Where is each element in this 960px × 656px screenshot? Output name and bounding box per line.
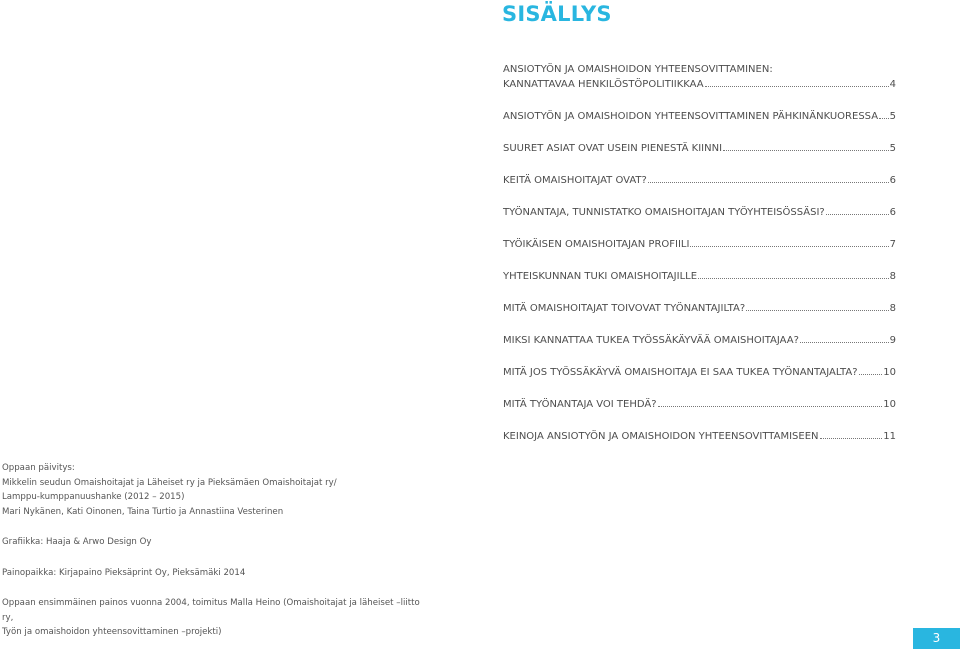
toc-entry-page: 11 [883,431,896,442]
toc-entry[interactable] [503,301,896,316]
toc-entry-page: 8 [889,271,896,282]
toc-leader-dots [826,205,889,215]
toc-entry-label: KEITÄ OMAISHOITAJAT OVAT? [503,175,647,186]
table-of-contents [503,62,896,461]
toc-entry[interactable] [503,77,896,92]
credits-update-line: Mari Nykänen, Kati Oinonen, Taina Turtio ja Annastiina Vesterinen [2,506,284,517]
toc-entry-page: 4 [889,79,896,90]
credits-printing: Painopaikka: Kirjapaino Pieksäprint Oy, Pieksämäki 2014 [2,567,246,578]
toc-entry-label: MITÄ OMAISHOITAJAT TOIVOVAT TYÖNANTAJILTA? [503,303,746,314]
credits-update [2,461,422,519]
toc-leader-dots [820,429,883,439]
toc-leader-dots [879,109,889,119]
toc-leader-dots [658,397,883,407]
toc-entry[interactable] [503,237,896,252]
credits-update-line: Oppaan päivitys: [2,463,75,473]
toc-entry[interactable] [503,397,896,412]
toc-entry-page: 9 [889,335,896,346]
toc-entry-label: MIKSI KANNATTAA TUKEA TYÖSSÄKÄYVÄÄ OMAISHOITAJAA? [503,335,799,346]
toc-entry-label: MITÄ JOS TYÖSSÄKÄYVÄ OMAISHOITAJA EI SAA TUKEA TYÖNANTAJALTA? [503,367,858,378]
toc-entry[interactable] [503,333,896,348]
toc-entry-label: SUURET ASIAT OVAT USEIN PIENESTÄ KIINNI [503,143,723,154]
toc-entry-page: 8 [889,303,896,314]
toc-entry[interactable] [503,365,896,380]
toc-entry-page: 10 [883,367,896,378]
credits-graphics: Grafiikka: Haaja & Arwo Design Oy [2,537,152,547]
toc-entry[interactable] [503,109,896,124]
toc-entry-page: 10 [883,399,896,410]
toc-entry[interactable] [503,429,896,444]
page-number-badge: 3 [913,628,960,649]
credits [2,461,422,656]
toc-entry-label-line1: ANSIOTYÖN JA OMAISHOIDON YHTEENSOVITTAMINEN: [503,64,773,75]
toc-entry-label: ANSIOTYÖN JA OMAISHOIDON YHTEENSOVITTAMINEN PÄHKINÄNKUORESSA [503,111,879,122]
toc-leader-dots [705,77,889,87]
toc-leader-dots [690,237,888,247]
toc-entry-label: TYÖNANTAJA, TUNNISTATKO OMAISHOITAJAN TYÖYHTEISÖSSÄSI? [503,207,825,218]
toc-leader-dots [648,173,889,183]
toc-leader-dots [746,301,888,311]
credits-update-line: Mikkelin seudun Omaishoitajat ja Läheiset ry ja Pieksämäen Omaishoitajat ry/ [2,477,337,488]
toc-entry[interactable] [503,141,896,156]
toc-leader-dots [800,333,889,343]
toc-entry-label: MITÄ TYÖNANTAJA VOI TEHDÄ? [503,399,657,410]
credits-update-line: Lamppu-kumppanuushanke (2012 – 2015) [2,492,185,502]
toc-entry[interactable] [503,205,896,220]
toc-entry-page: 5 [889,111,896,122]
credits-first-edition [2,596,422,640]
credits-first-edition-line: Työn ja omaishoidon yhteensovittaminen –projekti) [2,627,222,637]
toc-entry-label: KANNATTAVAA HENKILÖSTÖPOLITIIKKAA [503,79,704,90]
page-title: SISÄLLYS [502,2,612,26]
toc-leader-dots [723,141,889,151]
toc-entry-label: KEINOJA ANSIOTYÖN JA OMAISHOIDON YHTEENSOVITTAMISEEN [503,431,819,442]
toc-leader-dots [698,269,889,279]
toc-entry[interactable] [503,269,896,284]
toc-leader-dots [859,365,883,375]
toc-entry[interactable] [503,173,896,188]
toc-entry-page: 6 [889,175,896,186]
toc-entry-page: 7 [889,239,896,250]
credits-first-edition-line: Oppaan ensimmäinen painos vuonna 2004, toimitus Malla Heino (Omaishoitajat ja läheiset –liitto ry, [2,598,420,623]
toc-entry-page: 5 [889,143,896,154]
toc-entry-page: 6 [889,207,896,218]
toc-entry-label: TYÖIKÄISEN OMAISHOITAJAN PROFIILI [503,239,690,250]
toc-entry-label: YHTEISKUNNAN TUKI OMAISHOITAJILLE [503,271,698,282]
